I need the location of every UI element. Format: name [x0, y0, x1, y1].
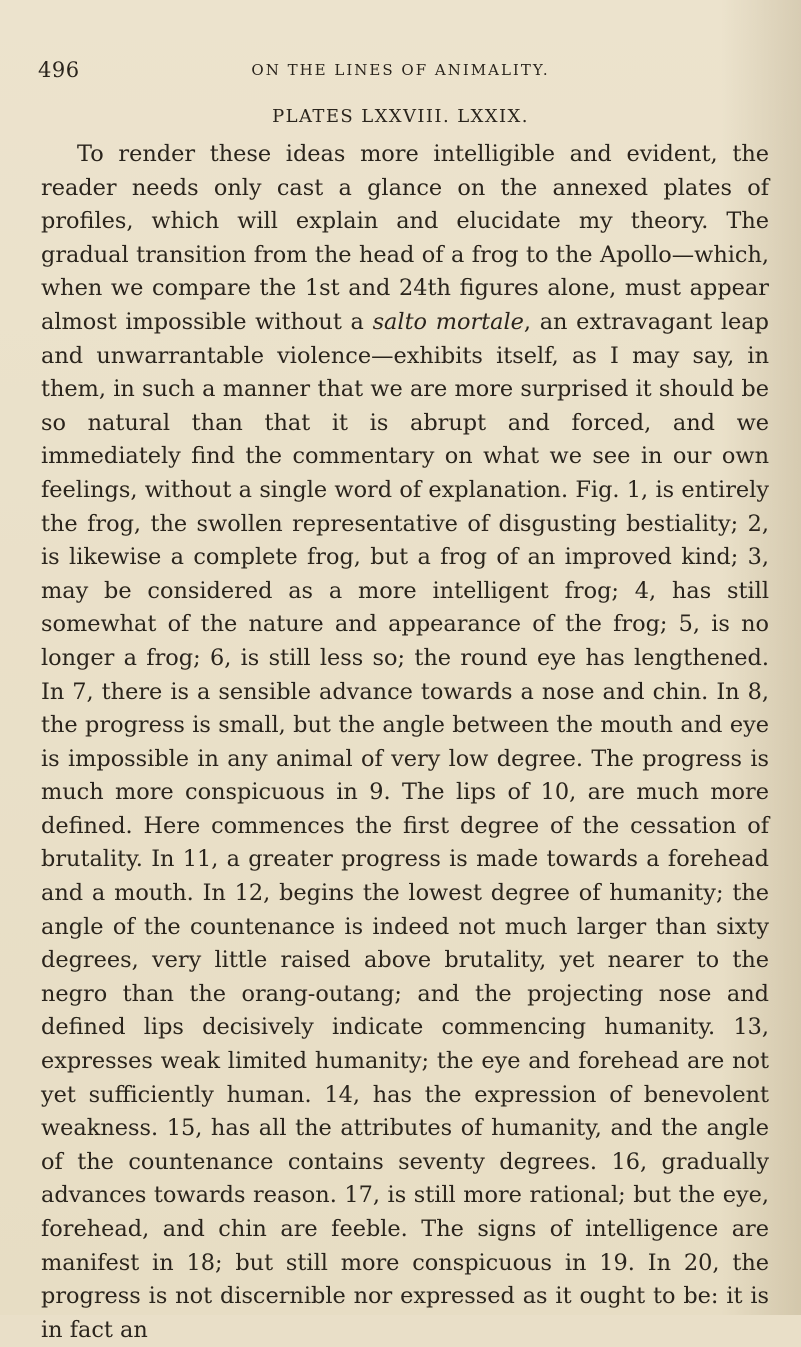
- body-paragraph: [41, 138, 769, 1347]
- paragraph-text-part-1: To render these ideas more intelligible and evident, the reader needs only cast a glance on the annexed plates of profiles, which will explain and elucidate my theory. The gradual transition from the head of a frog to the Apollo—which, when we compare the 1st and 24th figures alone, must appear almost impossible without a: [41, 141, 769, 335]
- plate-heading: PLATES LXXVIII. LXXIX.: [272, 106, 529, 127]
- page-number: 496: [38, 58, 80, 82]
- running-head: ON THE LINES OF ANIMALITY.: [251, 61, 550, 79]
- italic-phrase: salto mortale: [372, 308, 524, 335]
- paragraph-text-part-2: , an extravagant leap and unwarrantable violence—exhibits itself, as I may say, in them, in such a manner that we are more surprised it should be so natural than that it is abrupt and forced, and we immediately find the commentary on what we see in our own feelings, without a single word of explanation. Fig. 1, is entirely the frog, the swollen representative of disgusting bestiality; 2, is likewise a complete frog, but a frog of an improved kind; 3, may be considered as a more intelligent frog; 4, has still somewhat of the nature and appearance of the frog; 5, is no longer a frog; 6, is still less so; the round eye has lengthened. In 7, there is a sensible advance towards a nose and chin. In 8, the progress is small, but the angle between the mouth and eye is impossible in any animal of very low degree. The progress is much more conspicuous in 9. The lips of 10, are much more defined. Here commences the first degree of the cessation of brutality. In 11, a greater progress is made towards a forehead and a mouth. In 12, begins the lowest degree of humanity; the angle of the countenance is indeed not much larger than sixty degrees, very little raised above brutality, yet nearer to the negro than the orang-outang; and the projecting nose and defined lips decisively indicate commencing humanity. 13, expresses weak limited humanity; the eye and forehead are not yet sufficiently human. 14, has the expression of benevolent weakness. 15, has all the attributes of humanity, and the angle of the countenance contains seventy degrees. 16, gradually advances towards reason. 17, is still more rational; but the eye, forehead, and chin are feeble. The signs of intelligence are manifest in 18; but still more conspicuous in 19. In 20, the progress is not discernible nor expressed as it ought to be: it is in fact an: [41, 308, 769, 1343]
